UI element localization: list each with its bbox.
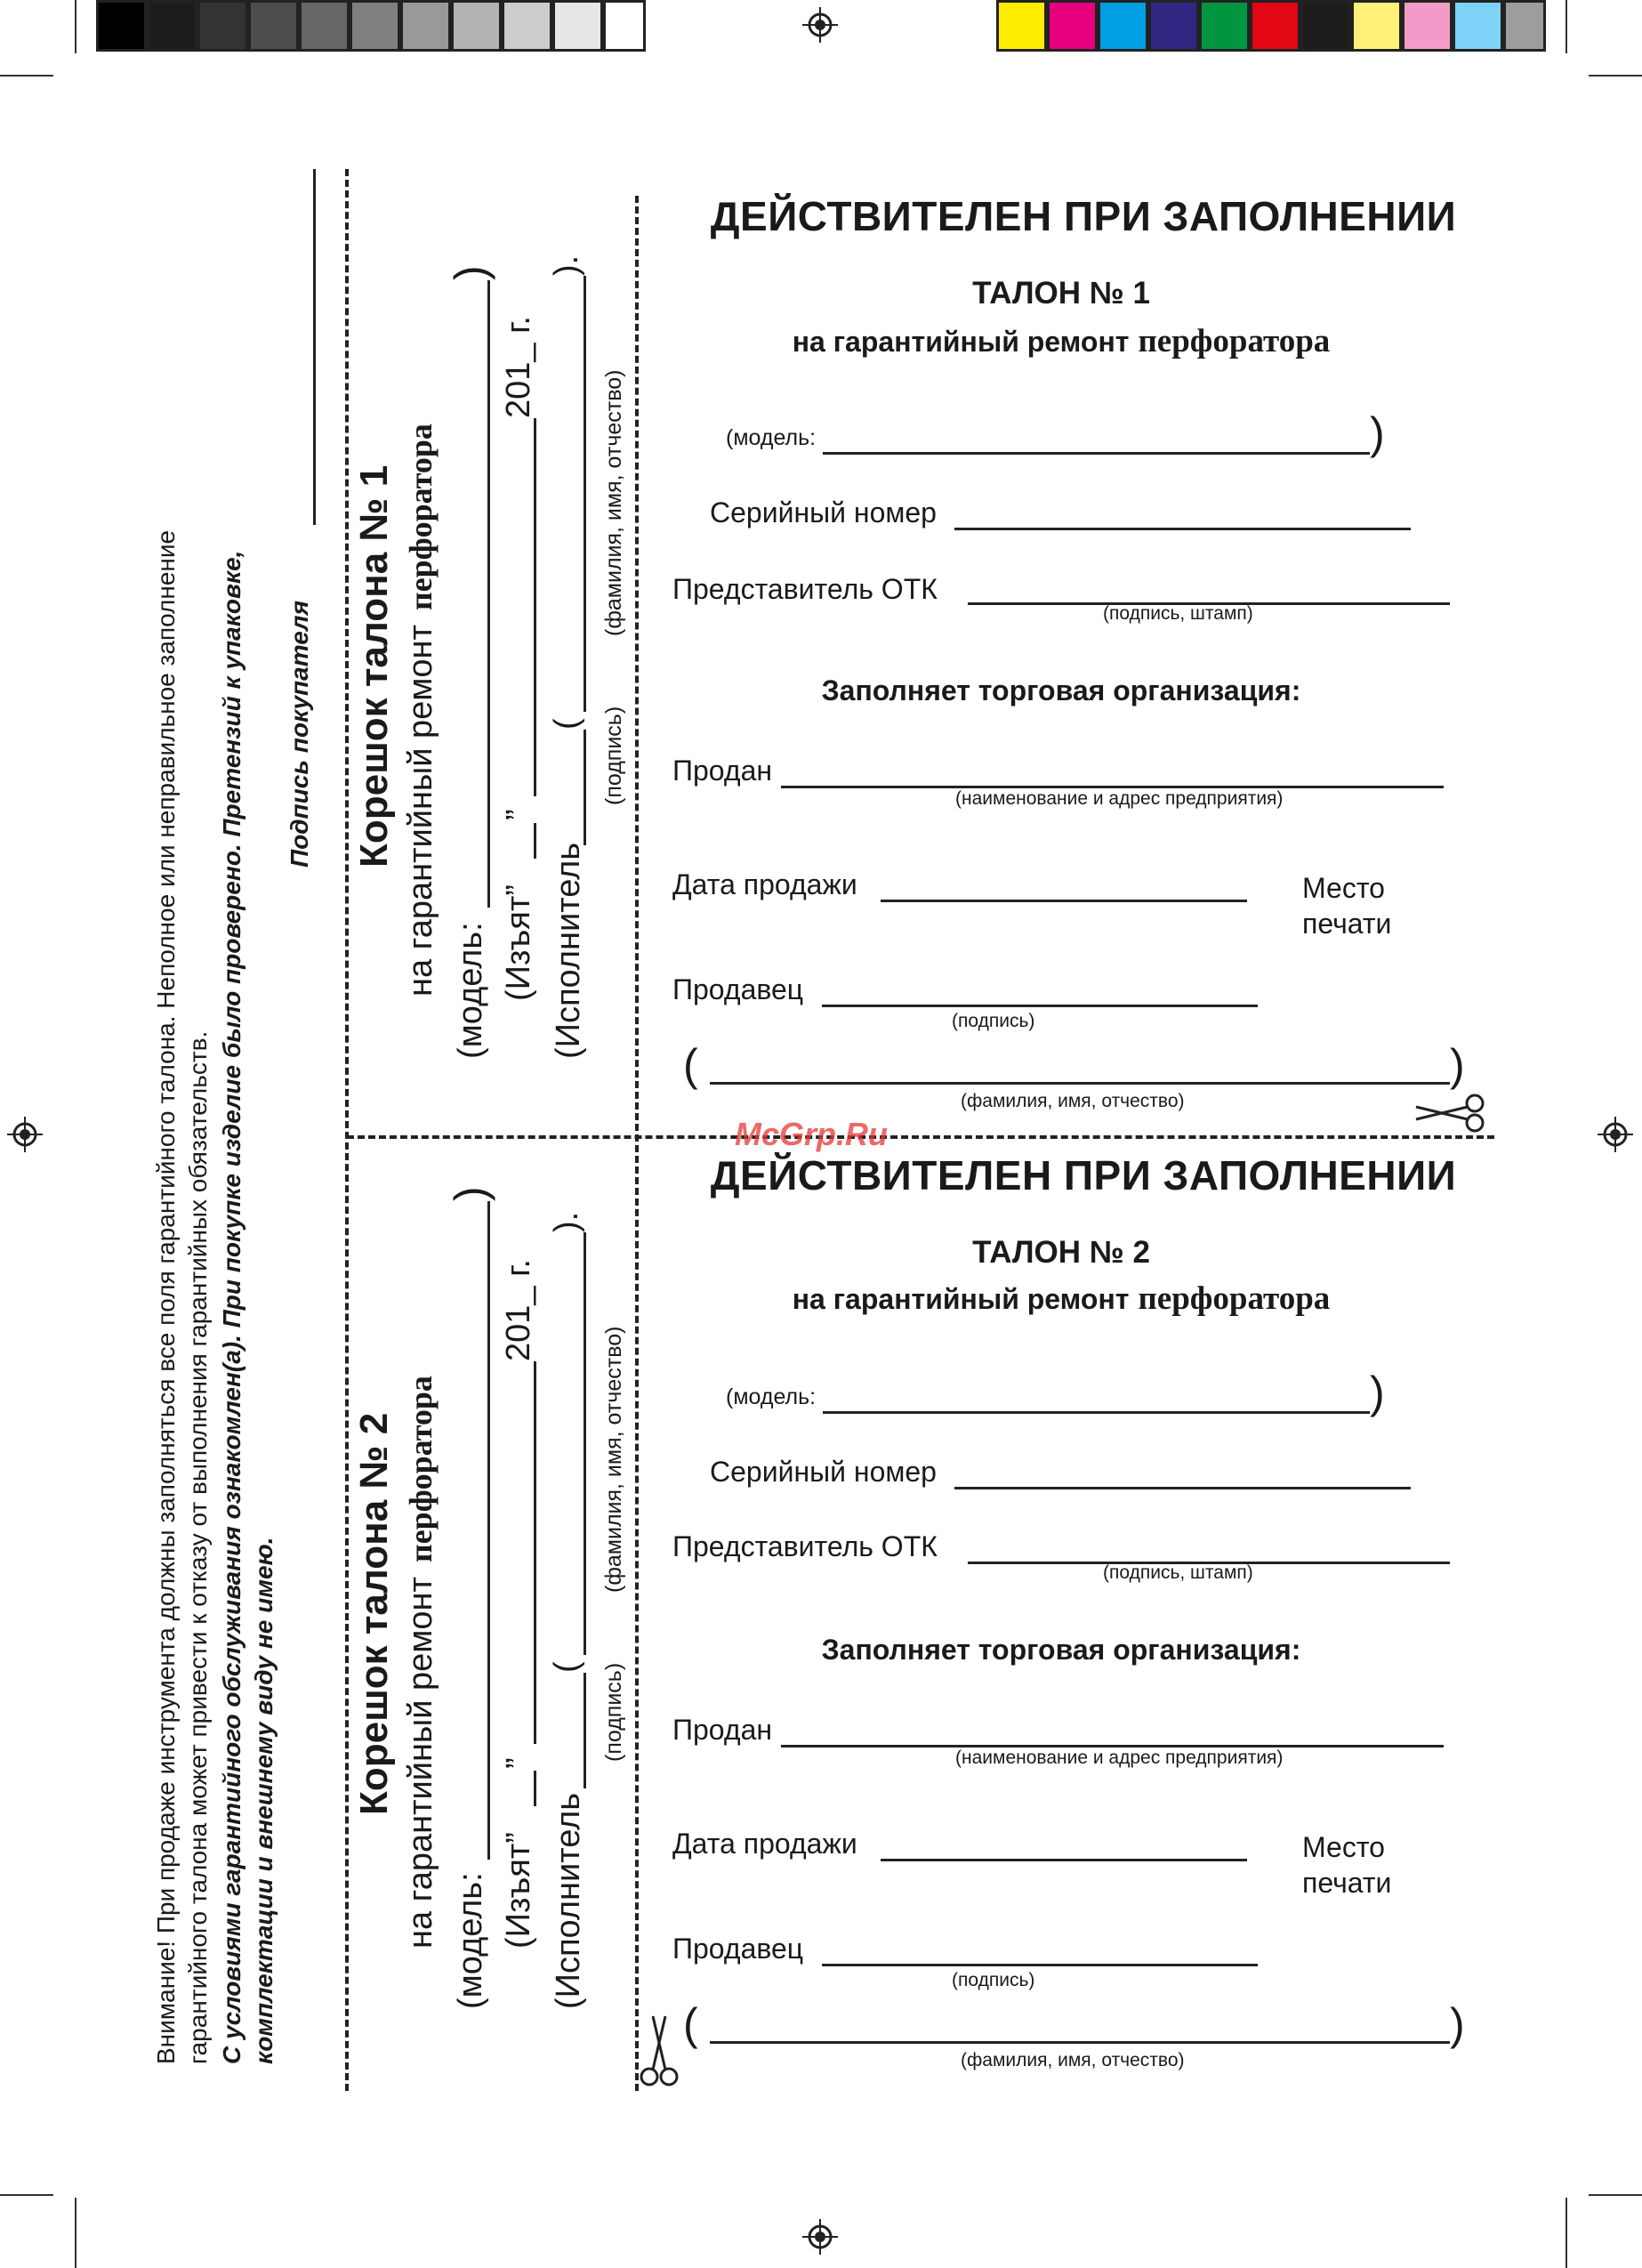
stub-model-label: (модель: — [452, 922, 489, 1059]
color-swatch — [1503, 0, 1546, 52]
color-swatch — [1250, 0, 1300, 52]
stub-executor-signature-line — [584, 730, 586, 845]
gray-swatch — [552, 0, 603, 52]
stub-signature-caption: (подпись) — [601, 1662, 626, 1762]
buyer-signature-label: Подпись покупателя — [286, 600, 313, 868]
date-label: Дата продажи — [672, 1828, 857, 1860]
stub-taken-quote: ” — [500, 809, 537, 820]
fio-paren-open: ( — [683, 1999, 698, 2049]
model-line — [823, 425, 1370, 455]
crop-mark — [1566, 2198, 1567, 2268]
stub-executor-paren: ( — [548, 1661, 585, 1673]
model-paren: ) — [1370, 408, 1385, 458]
coupon-subtitle: на гарантийный ремонт перфоратора — [792, 323, 1331, 359]
color-swatch — [1402, 0, 1453, 52]
color-swatch — [1148, 0, 1199, 52]
crop-mark — [1589, 2194, 1642, 2196]
stub-title: Корешок талона № 2 — [352, 1412, 396, 1815]
stub-subtitle: на гарантийный ремонтперфоратора — [402, 424, 439, 997]
crop-mark — [75, 2198, 76, 2268]
color-swatch — [1199, 0, 1250, 52]
stub-title: Корешок талона № 1 — [352, 464, 396, 868]
stub-executor-label: (Исполнитель — [550, 842, 587, 1059]
date-line — [881, 1829, 1247, 1861]
otk-label: Представитель ОТК — [672, 1530, 938, 1562]
watermark: McGrp.Ru — [735, 1116, 889, 1152]
gray-swatch — [603, 0, 646, 52]
stub-model-paren: ) — [446, 265, 495, 280]
model-label: (модель: — [726, 425, 817, 450]
warning-line-2: гарантийного талона может привести к отказу от выполнения гарантийных обязательств. — [184, 1030, 212, 2064]
crop-mark — [1566, 0, 1567, 53]
serial-label: Серийный номер — [710, 496, 937, 529]
color-swatch — [1351, 0, 1402, 52]
gray-swatch — [400, 0, 451, 52]
stub-model-label: (модель: — [452, 1872, 489, 2009]
color-swatch — [1453, 0, 1503, 52]
gray-swatch — [451, 0, 502, 52]
cut-line-left — [345, 169, 349, 2091]
coupon-title: ТАЛОН № 2 — [972, 1235, 1150, 1270]
registration-mark-icon — [7, 1117, 43, 1152]
registration-mark-icon — [802, 2219, 838, 2255]
stub-executor-fio-line — [584, 1232, 586, 1655]
stub-year-label: 201_ г. — [500, 316, 537, 418]
gray-swatch — [299, 0, 350, 52]
crop-mark — [75, 0, 76, 53]
stamp-label-line2: печати — [1302, 908, 1392, 940]
color-swatch — [1098, 0, 1148, 52]
stub-signature-caption: (подпись) — [601, 706, 626, 805]
stub-executor-end: ). — [548, 254, 585, 276]
seller-label: Продавец — [672, 1933, 804, 1965]
crop-mark — [0, 75, 53, 77]
color-swatch — [1300, 0, 1351, 52]
trade-header: Заполняет торговая организация: — [821, 1634, 1301, 1666]
fio-caption: (фамилия, имя, отчество) — [961, 2050, 1185, 2070]
color-swatch — [1047, 0, 1098, 52]
crop-mark — [0, 2194, 53, 2196]
stub-fio-caption: (фамилия, имя, отчество) — [601, 369, 626, 636]
buyer-signature-line — [313, 169, 316, 525]
model-paren: ) — [1370, 1368, 1385, 1417]
trade-header: Заполняет торговая организация: — [821, 674, 1301, 706]
stub-taken-day-line — [534, 1771, 536, 1806]
stub-model-line — [487, 280, 490, 908]
stub-taken-label: (Изъят” — [500, 1832, 537, 1949]
gray-swatch — [248, 0, 299, 52]
stub-model-line — [487, 1201, 490, 1860]
seller-line — [822, 1934, 1258, 1966]
crop-mark — [1589, 75, 1642, 77]
model-label: (модель: — [726, 1384, 817, 1409]
stub-executor-end: ). — [548, 1211, 585, 1232]
stub-taken-day-line — [534, 823, 536, 859]
stamp-label-line2: печати — [1302, 1867, 1392, 1899]
warning-line-4: комплектации и внешнему виду не имею. — [250, 1537, 278, 2064]
coupon-header: ДЕЙСТВИТЕЛЕН ПРИ ЗАПОЛНЕНИИ — [710, 193, 1457, 239]
serial-label: Серийный номер — [710, 1456, 937, 1488]
otk-label: Представитель ОТК — [672, 573, 938, 605]
fio-paren-close: ) — [1450, 1040, 1465, 1090]
coupon-title: ТАЛОН № 1 — [972, 276, 1150, 311]
fio-line — [710, 2014, 1450, 2044]
stub-executor-paren: ( — [548, 718, 585, 730]
otk-caption: (подпись, штамп) — [1103, 1562, 1253, 1583]
date-line — [881, 870, 1247, 902]
serial-line — [954, 498, 1411, 530]
gray-swatch — [350, 0, 400, 52]
stub-fio-caption: (фамилия, имя, отчество) — [601, 1326, 626, 1593]
gray-swatch — [147, 0, 197, 52]
otk-line — [968, 1532, 1450, 1564]
color-swatch — [996, 0, 1047, 52]
otk-line — [968, 573, 1450, 605]
seller-caption: (подпись) — [952, 1011, 1035, 1031]
serial-line — [954, 1457, 1411, 1489]
coupon-header: ДЕЙСТВИТЕЛЕН ПРИ ЗАПОЛНЕНИИ — [710, 1152, 1457, 1199]
stub-model-paren: ) — [446, 1186, 495, 1201]
stub-taken-quote: ” — [500, 1757, 537, 1769]
warning-line-1: Внимание! При продаже инструмента должны заполняться все поля гарантийного талона. Неполное или неправильное заполнение — [152, 529, 180, 2064]
stamp-label-line1: Место — [1302, 872, 1385, 904]
sold-line — [781, 1715, 1444, 1747]
otk-caption: (подпись, штамп) — [1103, 603, 1253, 624]
seller-label: Продавец — [672, 973, 804, 1005]
sold-label: Продан — [672, 1714, 773, 1746]
seller-line — [822, 975, 1258, 1007]
stub-subtitle: на гарантийный ремонтперфоратора — [402, 1376, 439, 1949]
warning-line-3: С условиями гарантийного обслуживания ознакомлен(а). При покупке изделие было проверено. Претензий к упаковке, — [218, 550, 245, 2064]
fio-paren-open: ( — [683, 1040, 698, 1090]
sold-caption: (наименование и адрес предприятия) — [955, 1747, 1284, 1768]
fio-caption: (фамилия, имя, отчество) — [961, 1091, 1185, 1111]
gray-swatch — [502, 0, 552, 52]
sold-label: Продан — [672, 755, 773, 787]
cut-line-right — [635, 196, 639, 2091]
stamp-label-line1: Место — [1302, 1831, 1385, 1863]
fio-line — [710, 1055, 1450, 1085]
stub-taken-label: (Изъят” — [500, 884, 537, 1001]
stub-executor-label: (Исполнитель — [550, 1792, 587, 2009]
stub-taken-month-line — [534, 1361, 536, 1744]
registration-mark-icon — [802, 7, 838, 43]
sold-line — [781, 756, 1444, 788]
stub-year-label: 201_ г. — [500, 1259, 537, 1361]
seller-caption: (подпись) — [952, 1970, 1035, 1990]
gray-swatch — [96, 0, 147, 52]
gray-swatch — [197, 0, 248, 52]
sold-caption: (наименование и адрес предприятия) — [955, 788, 1284, 809]
stub-executor-fio-line — [584, 276, 586, 712]
stub-taken-month-line — [534, 418, 536, 796]
coupon-subtitle: на гарантийный ремонт перфоратора — [792, 1280, 1331, 1317]
scissors-icon — [1413, 1093, 1489, 1134]
scissors-icon — [639, 2013, 680, 2089]
fio-paren-close: ) — [1450, 1999, 1465, 2049]
date-label: Дата продажи — [672, 868, 857, 900]
registration-mark-icon — [1598, 1117, 1633, 1152]
stub-executor-signature-line — [584, 1673, 586, 1788]
cut-line-middle — [347, 1135, 1494, 1139]
model-line — [823, 1384, 1370, 1414]
